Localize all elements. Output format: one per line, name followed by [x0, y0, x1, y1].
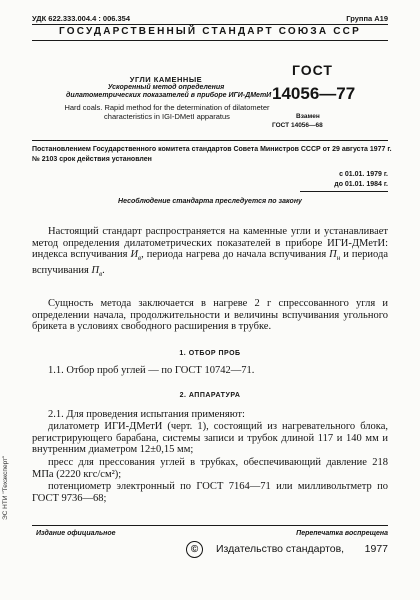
resolution-text: Постановлением Государственного комитета стандартов Совета Министров СССР от 29 августа 1977 г. № 2103 срок действия установлен — [32, 146, 392, 163]
method-paragraph: Сущность метода заключается в нагреве 2 г спрессованного угля и определении начала, продолжительности и величины вспучивания угольного брикета в условиях свободного расширения в трубке. — [32, 298, 388, 333]
validity-underline — [300, 191, 388, 192]
section-apparatus-title: 2. АППАРАТУРА — [179, 392, 241, 399]
scope-paragraph: Настоящий стандарт распространяется на каменные угли и устанавливает метод определения дилатометрических показателей в приборе ИГИ-ДМетИ: индекса вспучивания $И_в$, периода нагрева до начала вспучивания $П_н$ и периода вспучивания $П_в$. — [32, 226, 389, 278]
validity-from: с 01.01. 1979 г. — [339, 171, 388, 178]
udk-code: УДК 622.333.004.4 : 006.354 — [32, 14, 131, 23]
gost-number: 14056—77 — [272, 84, 356, 103]
title-ru-sub-1: Ускоренный метод определения — [107, 84, 225, 91]
copyright-icon: © — [186, 541, 203, 558]
group-code: Группа А19 — [346, 14, 388, 23]
apparatus-potentiometer: потенциометр электронный по ГОСТ 7164—71 или милливольтметр по ГОСТ 9736—68; — [32, 481, 388, 504]
reprint-prohibited: Перепечатка воспрещена — [296, 530, 388, 537]
state-standard-banner: ГОСУДАРСТВЕННЫЙ СТАНДАРТ СОЮЗА ССР — [59, 26, 361, 37]
publication-year: 1977 — [364, 543, 388, 555]
title-en: Hard coals. Rapid method for the determination of dilatometer characteristics in IGI-DMetI apparatus — [64, 103, 270, 121]
section-sampling-title: 1. ОТБОР ПРОБ — [179, 350, 241, 357]
section-apparatus-item: 2.1. Для проведения испытания применяют: — [48, 409, 245, 420]
top-rule — [32, 24, 388, 25]
resolution-rule — [32, 140, 388, 141]
apparatus-press: пресс для прессования углей в трубках, обеспечивающий давление 218 МПа (2220 кгс/см²); — [32, 457, 388, 480]
section-sampling-item: 1.1. Отбор проб углей — по ГОСТ 10742—71. — [48, 365, 255, 376]
gost-label: ГОСТ — [292, 62, 333, 78]
title-ru-sub-2: дилатометрических показателей в приборе ИГИ-ДМетИ — [66, 92, 272, 99]
title-ru-main: УГЛИ КАМЕННЫЕ — [129, 75, 203, 84]
replaces-standard: ГОСТ 14056—68 — [272, 122, 323, 129]
footer-rule — [32, 525, 388, 526]
banner-rule — [32, 40, 388, 41]
publisher: Издательство стандартов, — [216, 543, 345, 555]
validity-to: до 01.01. 1984 г. — [334, 181, 388, 188]
apparatus-dilatometer: дилатометр ИГИ-ДМетИ (черт. 1), состоящий из нагревательного блока, регистрирующего барабана, системы записи и трубок длиной 117 и 140 мм и внутренним диаметром 12±0,15 мм; — [32, 421, 388, 456]
violation-notice: Несоблюдение стандарта преследуется по закону — [118, 198, 302, 205]
side-stamp: ЭС НТИ "Техэксперт" — [2, 455, 9, 520]
official-edition: Издание официальное — [36, 530, 116, 537]
replaces-label: Взамен — [296, 113, 320, 120]
